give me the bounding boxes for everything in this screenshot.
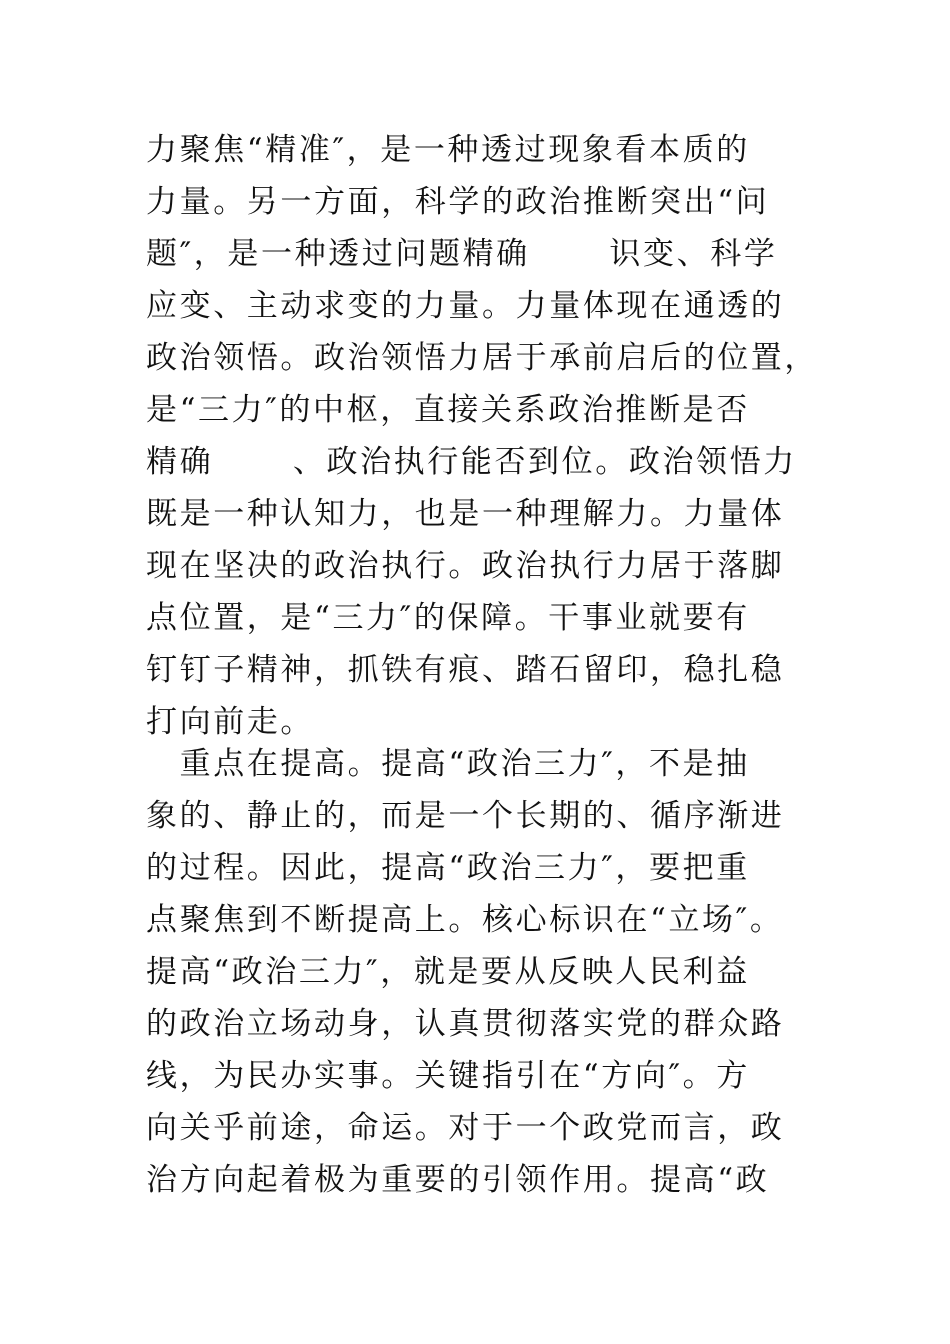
- text-line: 重点在提高。提高“政治三力″，不是抽: [146, 746, 750, 782]
- text-line: 点位置，是“三力″的保障。干事业就要有: [146, 600, 750, 636]
- text-line: 治方向起着极为重要的引领作用。提高“政: [146, 1162, 770, 1198]
- text-line: 是“三力″的中枢，直接关系政治推断是否: [146, 392, 750, 428]
- text-line: 题″，是一种透过问题精确 识变、科学: [146, 236, 778, 272]
- text-line: 的政治立场动身，认真贯彻落实党的群众路: [146, 1006, 785, 1042]
- text-line: 应变、主动求变的力量。力量体现在通透的: [146, 288, 785, 324]
- text-line: 的过程。因此，提高“政治三力″，要把重: [146, 850, 750, 886]
- text-line: 线，为民办实事。关键指引在“方向″。方: [146, 1058, 750, 1094]
- text-line: 现在坚决的政治执行。政治执行力居于落脚: [146, 548, 785, 584]
- paragraph-2: [146, 738, 846, 1206]
- text-line: 力聚焦“精准″，是一种透过现象看本质的: [146, 132, 750, 168]
- text-line: 力量。另一方面，科学的政治推断突出“问: [146, 184, 770, 220]
- text-line: 象的、静止的，而是一个长期的、循序渐进: [146, 798, 785, 834]
- text-line: 既是一种认知力，也是一种理解力。力量体: [146, 496, 785, 532]
- paragraph-1: [146, 124, 846, 748]
- text-line: 精确 、政治执行能否到位。政治领悟力: [146, 444, 797, 480]
- text-line: 钉钉子精神，抓铁有痕、踏石留印，稳扎稳: [146, 652, 785, 688]
- text-line: 打向前走。: [146, 704, 314, 740]
- text-line: 提高“政治三力″，就是要从反映人民利益: [146, 954, 750, 990]
- text-line: 点聚焦到不断提高上。核心标识在“立场″。: [146, 902, 784, 938]
- text-line: 政治领悟。政治领悟力居于承前启后的位置，: [146, 340, 818, 376]
- text-line: 向关乎前途，命运。对于一个政党而言，政: [146, 1110, 785, 1146]
